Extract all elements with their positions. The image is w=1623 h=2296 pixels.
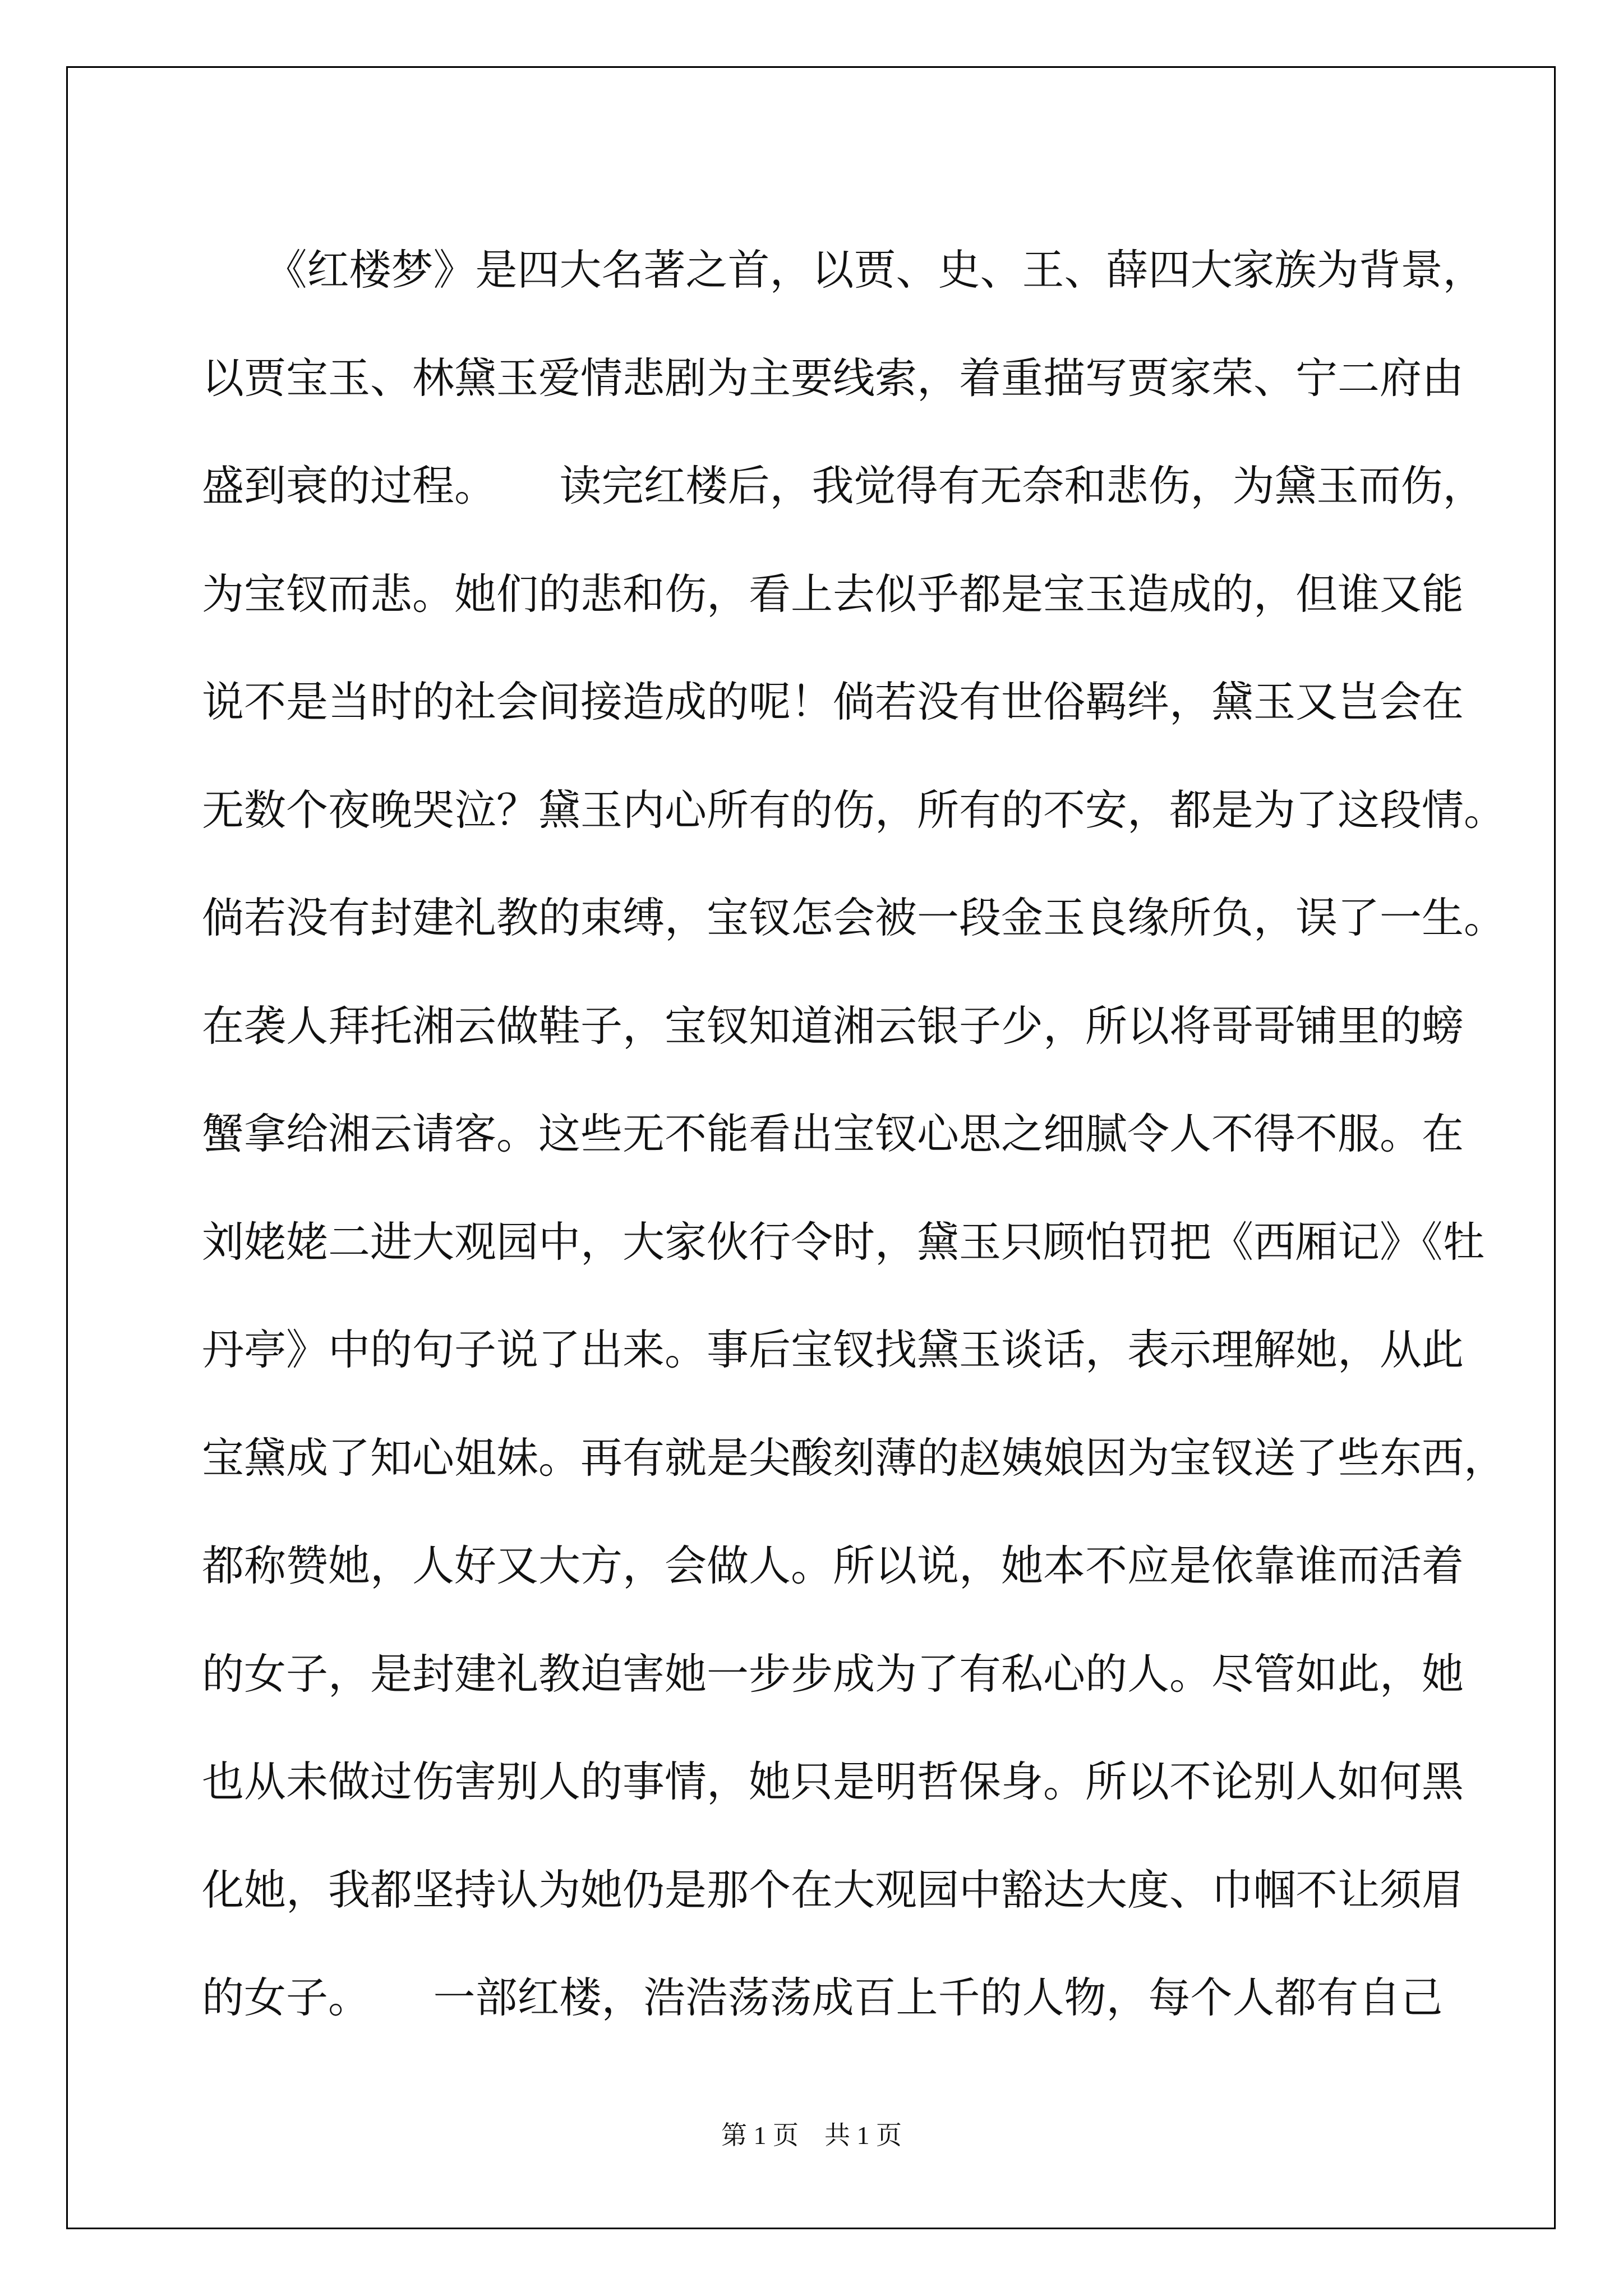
- text-line: 宝黛成了知心姐妹。再有就是尖酸刻薄的赵姨娘因为宝钗送了些东西，: [202, 1433, 1506, 1483]
- text-line: 在袭人拜托湘云做鞋子，宝钗知道湘云银子少，所以将哥哥铺里的螃: [202, 1001, 1464, 1051]
- text-line: 化她，我都坚持认为她仍是那个在大观园中豁达大度、巾帼不让须眉: [202, 1865, 1464, 1915]
- text-line: 都称赞她，人好又大方，会做人。所以说，她本不应是依靠谁而活着: [202, 1541, 1464, 1590]
- text-line: 以贾宝玉、林黛玉爱情悲剧为主要线索，着重描写贾家荣、宁二府由: [202, 353, 1464, 403]
- text-line: 丹亭》中的句子说了出来。事后宝钗找黛玉谈话，表示理解她，从此: [202, 1325, 1464, 1374]
- essay-body: [202, 216, 1506, 2052]
- text-line: 《红楼梦》是四大名著之首，以贾、史、王、薛四大家族为背景，: [202, 245, 1485, 295]
- text-line: 的女子。 一部红楼，浩浩荡荡成百上千的人物，每个人都有自己: [202, 1973, 1443, 2022]
- text-line: 也从未做过伤害别人的事情，她只是明哲保身。所以不论别人如何黑: [202, 1757, 1464, 1806]
- page-number-label: 第 1 页 共 1 页: [721, 2121, 902, 2150]
- text-line: 刘姥姥二进大观园中，大家伙行令时，黛玉只顾怕罚把《西厢记》《牡: [202, 1217, 1485, 1267]
- page-footer: [0, 2115, 1623, 2152]
- text-line: 盛到衰的过程。 读完红楼后，我觉得有无奈和悲伤，为黛玉而伤，: [202, 461, 1485, 510]
- text-line: 无数个夜晚哭泣？黛玉内心所有的伤，所有的不安，都是为了这段情。: [202, 785, 1506, 835]
- text-line: 的女子，是封建礼教迫害她一步步成为了有私心的人。尽管如此，她: [202, 1649, 1464, 1699]
- text-line: 蟹拿给湘云请客。这些无不能看出宝钗心思之细腻令人不得不服。在: [202, 1109, 1464, 1158]
- text-line: 说不是当时的社会间接造成的呢！倘若没有世俗羁绊，黛玉又岂会在: [202, 677, 1464, 726]
- text-line: 倘若没有封建礼教的束缚，宝钗怎会被一段金玉良缘所负，误了一生。: [202, 893, 1506, 942]
- text-line: 为宝钗而悲。她们的悲和伤，看上去似乎都是宝玉造成的，但谁又能: [202, 569, 1464, 619]
